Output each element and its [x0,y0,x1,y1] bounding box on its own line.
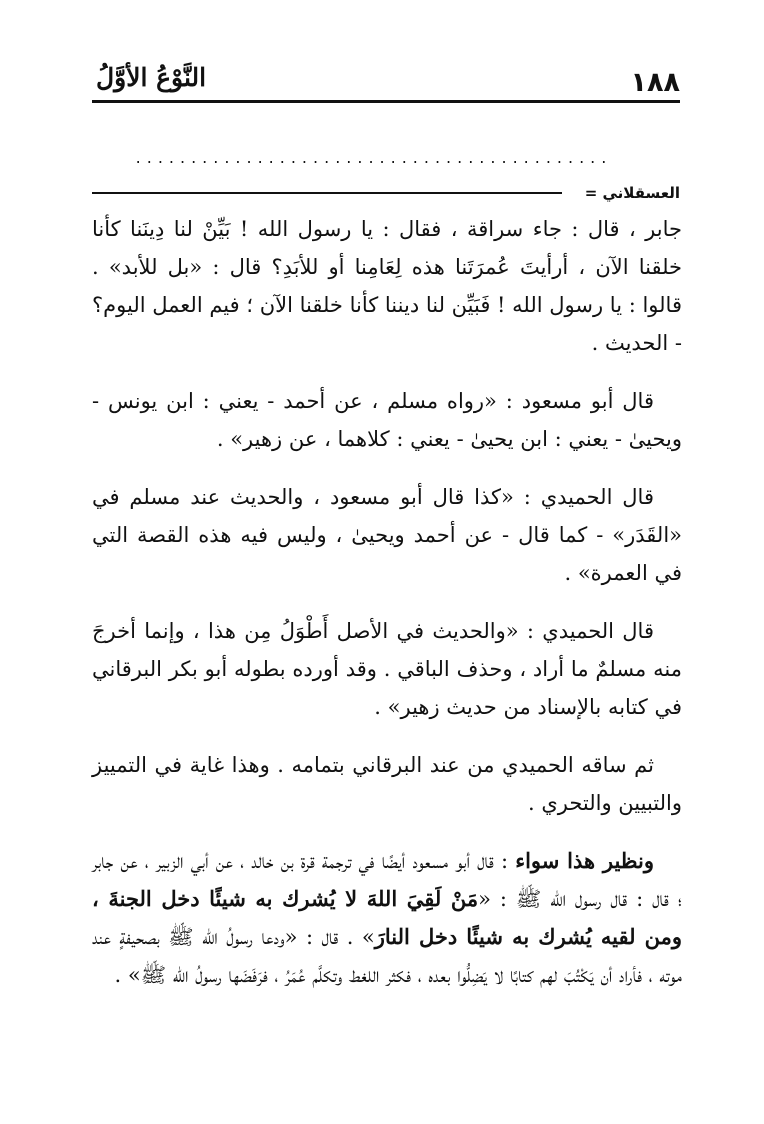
paragraph: قال الحميدي : «والحديث في الأصل أَطْوَلُ مِن هذا ، وإنما أخرجَ منه مسلمٌ ما أراد ، وحذف الباقي . وقد أورده بطوله أبو بكر البرقاني في كتابه بالإسناد من حديث زهير» . [92,619,682,719]
paragraph: جابر ، قال : جاء سراقة ، فقال : يا رسول الله ! بَيِّنْ لنا دِينَنا كأنا خلقنا الآن ، أرأيتَ عُمرَتَنا هذه لِعَامِنا أو للأبَدِ؟ قال : «بل للأبد» . قالوا : يا رسول الله ! فَبَيِّن لنا ديننا كأنا خلقنا الآن ؛ فيم العمل اليوم؟ - الحديث . [92,217,682,355]
page-header [92,56,680,104]
paragraph: ثم ساقه الحميدي من عند البرقاني بتمامه . وهذا غاية في التمييز والتبيين والتحري . [92,753,682,815]
commentator-name: العسقلاني = [584,184,680,202]
main-text [92,210,682,1014]
paragraph: قال أبو مسعود : «رواه مسلم ، عن أحمد - يعني : ابن يونس - ويحيىٰ - يعني : ابن يحيىٰ - يعني : كلاهما ، عن زهير» . [92,389,682,451]
text-span: : قال أبو مسعود أيضًا في ترجمة قرة بن خالد ، عن أبي الزبير ، عن جابر ؛ قال : قال رسول الله ﷺ : « [92,849,683,911]
chapter-title: النَّوْعُ الأوَّلُ [96,63,207,92]
bold-lead: ونظير هذا سواء [515,848,654,873]
commentary-header [92,182,680,206]
header-rule [92,100,680,103]
text-span: » . قال : «ودعا رسولُ الله ﷺ بصحيفةٍ عند موته ، فأراد أن يَكْتُبَ لهم كتابًا لا يَضِلُّوا بعده ، فكثر اللغط وتكلَّم عُمَرُ ، فرَفَضَها رسولُ الله ﷺ» . [92,925,682,987]
commentary-rule [92,192,562,194]
hadith-quote: مَنْ لَقِيَ اللهَ لا يُشرك به شيئًا دخل الجنةَ ، ومن لقيه يُشرك به شيئًا دخل النارَ [92,886,683,949]
paragraph [92,842,682,994]
section-separator-dots: ........................................... [135,148,613,167]
page-number: ١٨٨ [630,67,680,98]
paragraph: قال الحميدي : «كذا قال أبو مسعود ، والحديث عند مسلم في «القَدَر» - كما قال - عن أحمد ويحيىٰ ، وليس فيه هذه القصة التي في العمرة» . [92,485,682,585]
